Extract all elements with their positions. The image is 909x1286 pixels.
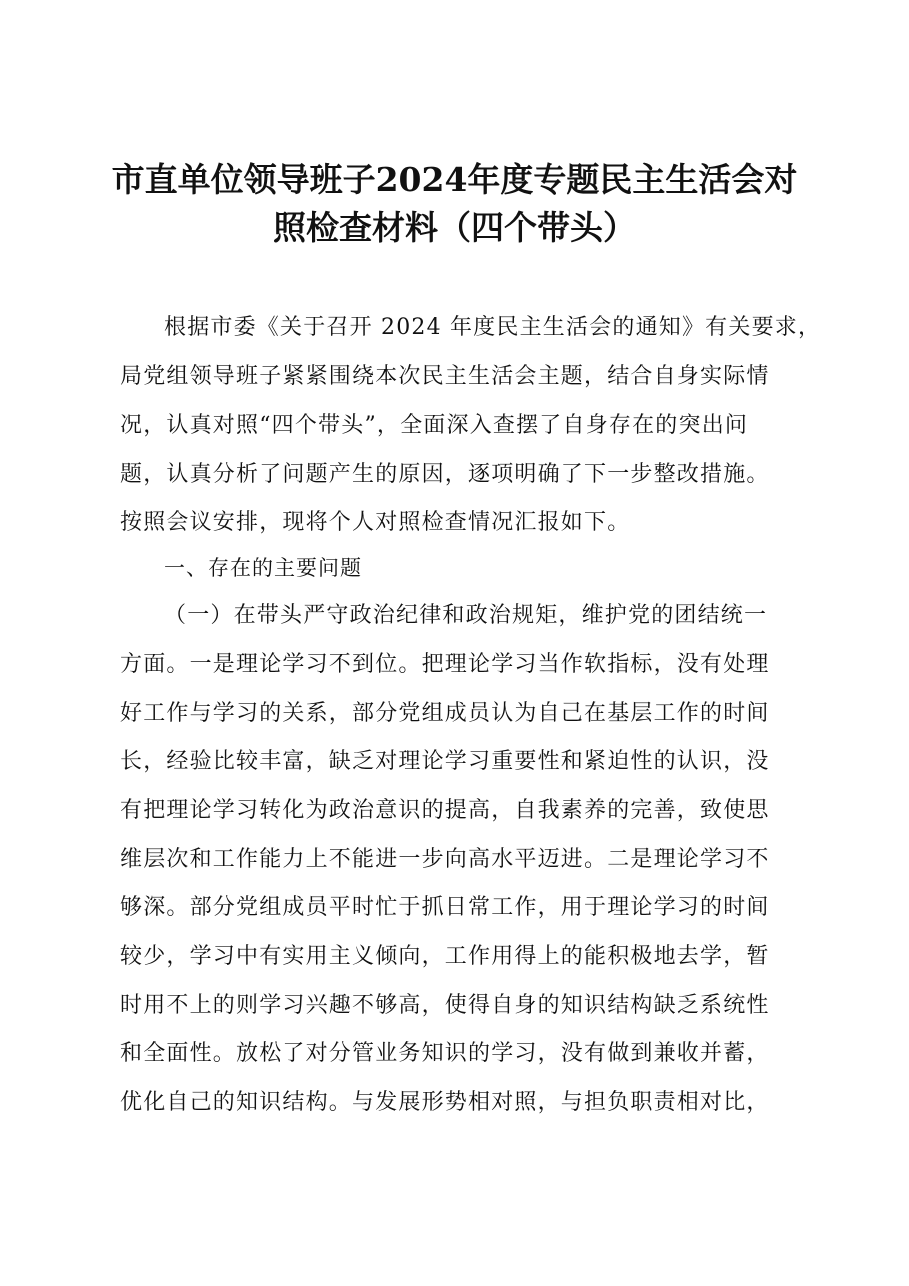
paragraph-line: 较少，学习中有实用主义倾向，工作用得上的能积极地去学，暂 (120, 944, 770, 969)
document-title (100, 156, 809, 252)
paragraph-line: 优化自己的知识结构。与发展形势相对照，与担负职责相对比， (120, 1090, 770, 1115)
paragraph-line: 局党组领导班子紧紧围绕本次民主生活会主题，结合自身实际情 (120, 364, 770, 389)
paragraph-line: 按照会议安排，现将个人对照检查情况汇报如下。 (120, 510, 631, 535)
paragraph-line: 好工作与学习的关系，部分党组成员认为自己在基层工作的时间 (120, 701, 770, 726)
paragraph-line: 长，经验比较丰富，缺乏对理论学习重要性和紧迫性的认识，没 (120, 749, 770, 774)
paragraph-line: 和全面性。放松了对分管业务知识的学习，没有做到兼收并蓄， (120, 1041, 770, 1066)
paragraph-line: 够深。部分党组成员平时忙于抓日常工作，用于理论学习的时间 (120, 895, 770, 920)
paragraph-line: （一）在带头严守政治纪律和政治规矩，维护党的团结统一 (164, 603, 768, 628)
paragraph-line: 时用不上的则学习兴趣不够高，使得自身的知识结构缺乏系统性 (120, 993, 770, 1018)
section-heading: 一、存在的主要问题 (164, 556, 362, 580)
paragraph-line: 方面。一是理论学习不到位。把理论学习当作软指标，没有处理 (120, 652, 770, 677)
paragraph-line: 题，认真分析了问题产生的原因，逐项明确了下一步整改措施。 (120, 462, 770, 487)
title-line-1: 市直单位领导班子2024年度专题民主生活会对 (111, 160, 798, 199)
paragraph-line: 维层次和工作能力上不能进一步向高水平迈进。二是理论学习不 (120, 847, 770, 872)
paragraph-line: 有把理论学习转化为政治意识的提高，自我素养的完善，致使思 (120, 798, 770, 823)
paragraph-line: 况，认真对照“四个带头”，全面深入查摆了自身存在的突出问 (120, 413, 749, 438)
title-line-2: 照检查材料（四个带头） (273, 208, 636, 247)
paragraph-line: 根据市委《关于召开 2024 年度民主生活会的通知》有关要求， (164, 315, 822, 340)
